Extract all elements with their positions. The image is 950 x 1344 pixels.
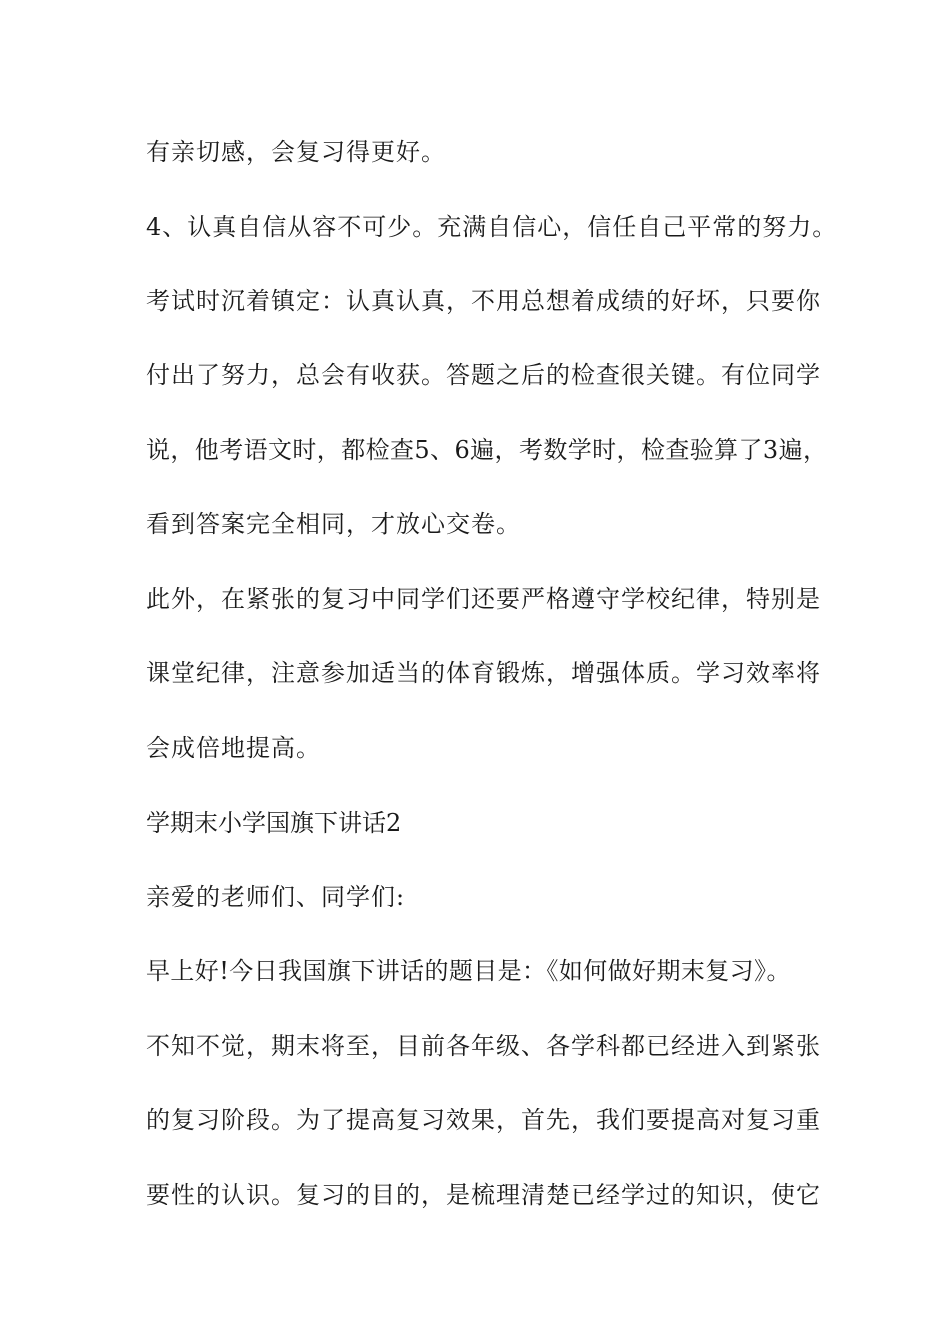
section-heading: 学期末小学国旗下讲话2 [146, 809, 402, 837]
paragraph-line: 考试时沉着镇定：认真认真，不用总想着成绩的好坏，只要你 [146, 287, 821, 315]
paragraph-line: 付出了努力，总会有收获。答题之后的检查很关键。有位同学 [146, 361, 821, 389]
paragraph-line: 有亲切感，会复习得更好。 [146, 138, 446, 166]
paragraph-line: 说，他考语文时，都检查5、6遍，考数学时，检查验算了3遍， [146, 436, 828, 464]
paragraph-line: 不知不觉，期末将至，目前各年级、各学科都已经进入到紧张 [146, 1032, 821, 1060]
paragraph-line: 4、认真自信从容不可少。充满自信心，信任自己平常的努力。 [146, 213, 838, 241]
paragraph-line: 此外，在紧张的复习中同学们还要严格遵守学校纪律，特别是 [146, 585, 821, 613]
paragraph-line: 的复习阶段。为了提高复习效果，首先，我们要提高对复习重 [146, 1106, 821, 1134]
paragraph-line: 会成倍地提高。 [146, 734, 321, 762]
paragraph-line: 要性的认识。复习的目的，是梳理清楚已经学过的知识，使它 [146, 1181, 821, 1209]
paragraph-line: 看到答案完全相同，才放心交卷。 [146, 510, 521, 538]
paragraph-line: 课堂纪律，注意参加适当的体育锻炼，增强体质。学习效率将 [146, 659, 821, 687]
paragraph-line: 早上好!今日我国旗下讲话的题目是：《如何做好期末复习》。 [146, 957, 791, 985]
salutation-line: 亲爱的老师们、同学们: [146, 883, 406, 911]
